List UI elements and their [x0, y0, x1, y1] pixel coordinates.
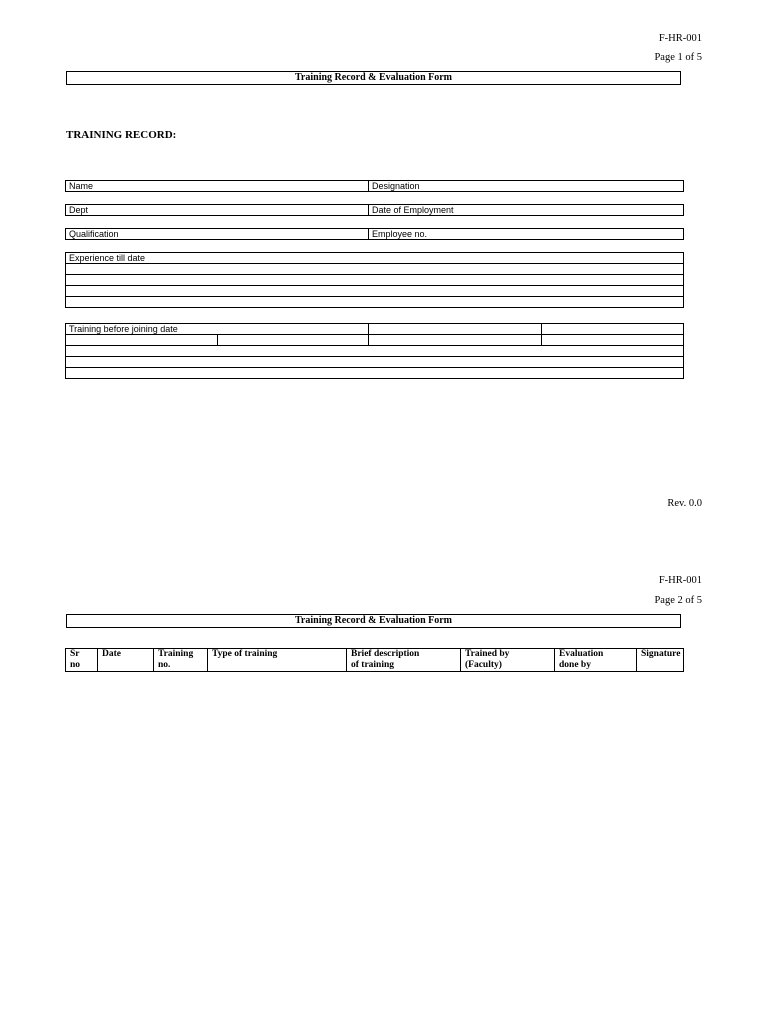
- page-number: Page 1 of 5: [654, 52, 702, 63]
- experience-table: [65, 252, 684, 308]
- qualification-field[interactable]: Qualification: [66, 229, 369, 240]
- employee-no-field[interactable]: Employee no.: [369, 229, 684, 240]
- table-header-row: [66, 649, 684, 672]
- training-before-cell[interactable]: [217, 335, 369, 346]
- training-before-label: Training before joining date: [66, 324, 369, 335]
- training-before-cell[interactable]: [542, 335, 684, 346]
- column-header-brief-description: Brief description of training: [347, 649, 461, 672]
- column-header-date: Date: [98, 649, 154, 672]
- training-before-table: [65, 323, 684, 379]
- column-header-training-no: Training no.: [154, 649, 208, 672]
- training-before-cell[interactable]: [369, 324, 542, 335]
- field-row-name: [65, 180, 684, 192]
- form-title: Training Record & Evaluation Form: [66, 614, 681, 628]
- date-of-employment-field[interactable]: Date of Employment: [369, 205, 684, 216]
- revision-label: Rev. 0.0: [667, 498, 702, 509]
- experience-line[interactable]: [66, 275, 684, 286]
- dept-field[interactable]: Dept: [66, 205, 369, 216]
- experience-line[interactable]: [66, 286, 684, 297]
- column-header-signature: Signature: [637, 649, 684, 672]
- training-before-line[interactable]: [66, 368, 684, 379]
- training-before-line[interactable]: [66, 346, 684, 357]
- training-before-cell[interactable]: [542, 324, 684, 335]
- column-header-type-of-training: Type of training: [208, 649, 347, 672]
- column-header-sr-no: Sr no: [66, 649, 98, 672]
- experience-line[interactable]: [66, 297, 684, 308]
- training-before-cell[interactable]: [66, 335, 218, 346]
- training-before-cell[interactable]: [369, 335, 542, 346]
- name-field[interactable]: Name: [66, 181, 369, 192]
- section-heading: TRAINING RECORD:: [66, 129, 177, 141]
- form-code: F-HR-001: [658, 575, 702, 586]
- field-row-qualification: [65, 228, 684, 240]
- form-code: F-HR-001: [658, 33, 702, 44]
- experience-line[interactable]: [66, 264, 684, 275]
- experience-label: Experience till date: [66, 253, 684, 264]
- form-title: Training Record & Evaluation Form: [66, 71, 681, 85]
- designation-field[interactable]: Designation: [369, 181, 684, 192]
- column-header-evaluation-done-by: Evaluation done by: [555, 649, 637, 672]
- training-log-table: [65, 648, 684, 672]
- field-row-dept: [65, 204, 684, 216]
- column-header-trained-by: Trained by (Faculty): [461, 649, 555, 672]
- training-before-line[interactable]: [66, 357, 684, 368]
- page-number: Page 2 of 5: [654, 595, 702, 606]
